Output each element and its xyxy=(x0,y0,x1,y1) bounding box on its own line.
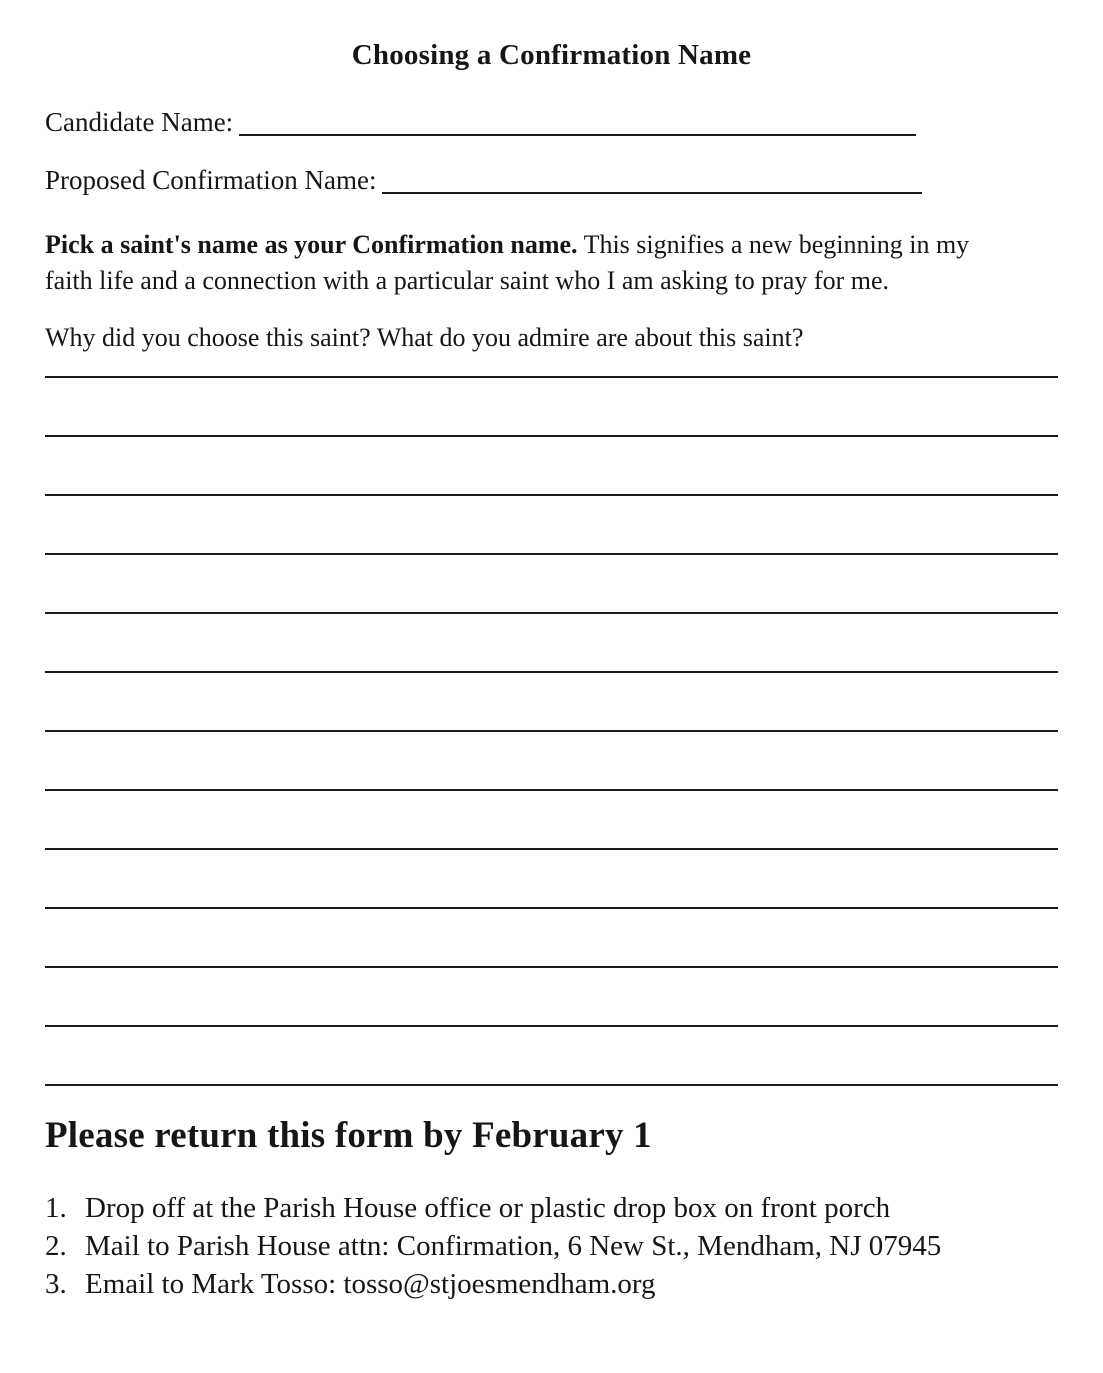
answer-lines xyxy=(45,376,1058,1086)
answer-line[interactable] xyxy=(45,789,1058,791)
instructions-paragraph xyxy=(45,227,1058,299)
answer-line[interactable] xyxy=(45,612,1058,614)
return-option-dropoff xyxy=(45,1189,1058,1227)
proposed-confirmation-name-label: Proposed Confirmation Name: xyxy=(45,165,377,195)
list-number-3: 3. xyxy=(45,1268,67,1300)
candidate-name-field xyxy=(45,105,916,139)
proposed-confirmation-name-field xyxy=(45,163,922,197)
answer-line[interactable] xyxy=(45,1025,1058,1027)
return-option-email-text: Email to Mark Tosso: tosso@stjoesmendham.org xyxy=(85,1268,656,1300)
return-option-email xyxy=(45,1265,1058,1303)
instructions-body-line2: faith life and a connection with a particular saint who I am asking to pray for me. xyxy=(45,266,889,295)
answer-line[interactable] xyxy=(45,730,1058,732)
list-number-2: 2. xyxy=(45,1230,67,1262)
answer-line[interactable] xyxy=(45,907,1058,909)
instructions-body-line1: This signifies a new beginning in my xyxy=(583,230,970,259)
answer-line[interactable] xyxy=(45,435,1058,437)
question-text: Why did you choose this saint? What do you admire are about this saint? xyxy=(45,323,804,352)
return-options-list xyxy=(45,1189,1058,1303)
instructions-bold-lead: Pick a saint's name as your Confirmation name. xyxy=(45,230,578,259)
candidate-name-label: Candidate Name: xyxy=(45,107,234,137)
page-title: Choosing a Confirmation Name xyxy=(351,39,752,71)
return-deadline-heading: Please return this form by February 1 xyxy=(45,1115,652,1156)
answer-line[interactable] xyxy=(45,671,1058,673)
list-number-1: 1. xyxy=(45,1192,67,1224)
answer-line[interactable] xyxy=(45,966,1058,968)
return-option-mail xyxy=(45,1227,1058,1265)
answer-line[interactable] xyxy=(45,376,1058,378)
proposed-confirmation-name-blank[interactable] xyxy=(382,163,922,194)
return-option-dropoff-text: Drop off at the Parish House office or plastic drop box on front porch xyxy=(85,1192,891,1224)
answer-line[interactable] xyxy=(45,848,1058,850)
answer-line[interactable] xyxy=(45,1084,1058,1086)
return-option-mail-text: Mail to Parish House attn: Confirmation, 6 New St., Mendham, NJ 07945 xyxy=(85,1230,942,1262)
answer-line[interactable] xyxy=(45,553,1058,555)
answer-line[interactable] xyxy=(45,494,1058,496)
candidate-name-blank[interactable] xyxy=(239,105,916,136)
